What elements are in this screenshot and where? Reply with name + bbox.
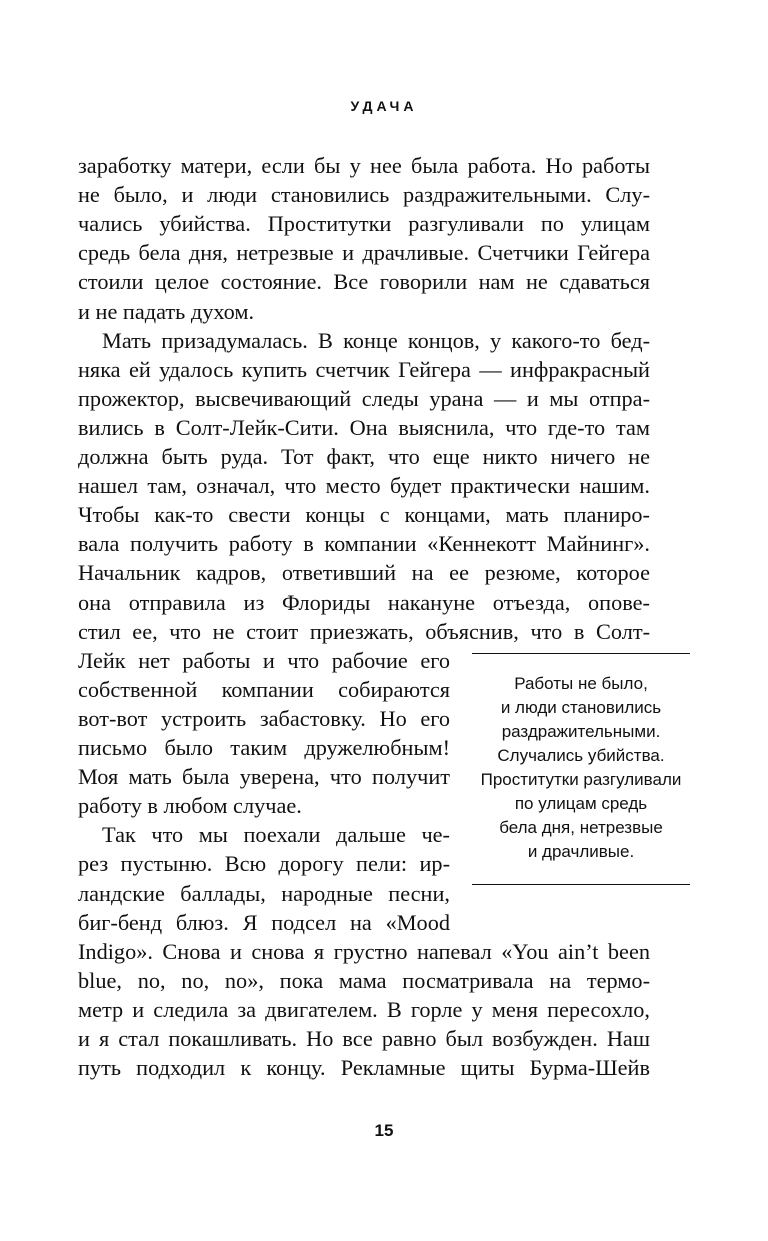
pull-quote-line: раздражительными. — [501, 722, 661, 741]
text-line: метр и следила за двигателем. В горле у меня пересохло, — [78, 997, 650, 1022]
text-line: стоили целое состояние. Все говорили нам не сдаваться — [78, 269, 650, 294]
text-line: Мать призадумалась. В конце концов, у какого-то бед- — [102, 328, 650, 353]
text-line: няка ей удалось купить счетчик Гейгера — инфракрасный — [78, 357, 650, 382]
text-line: вились в Солт-Лейк-Сити. Она выяснила, что где-то там — [78, 415, 650, 440]
text-line: должна быть руда. Тот факт, что еще никто ничего не — [78, 444, 650, 469]
text-line: Чтобы как-то свести концы с концами, мать планиро- — [78, 502, 650, 527]
text-line: чались убийства. Проститутки разгуливали по улицам — [78, 211, 650, 236]
text-line: стил ее, что не стоит приезжать, объяснив, что в Солт- — [78, 619, 650, 644]
text-line: Так что мы поехали дальше че- — [102, 822, 450, 847]
pull-quote — [472, 653, 690, 885]
text-line: Начальник кадров, ответивший на ее резюме, которое — [78, 560, 650, 585]
pull-quote-line: по улицам средь — [514, 794, 648, 813]
text-line: нашел там, означал, что место будет практически нашим. — [78, 473, 650, 498]
text-line: вот-вот устроить забастовку. Но его — [78, 706, 450, 731]
text-line: биг-бенд блюз. Я подсел на «Mood — [78, 910, 450, 935]
text-line: и не падать духом. — [78, 299, 255, 324]
text-line: Indigo». Снова и снова я грустно напевал «You ain’t been — [78, 939, 650, 964]
pull-quote-line: и драчливые. — [527, 842, 635, 861]
pull-quote-line: Работы не было, — [514, 674, 648, 693]
pull-quote-line: Проститутки разгуливали — [480, 770, 682, 789]
text-line: средь бела дня, нетрезвые и драчливые. Счетчики Гейгера — [78, 240, 650, 265]
text-line: Лейк нет работы и что рабочие его — [78, 648, 450, 673]
text-line: работу в любом случае. — [78, 793, 302, 818]
text-line: она отправила из Флориды накануне отъезда, опове- — [78, 590, 650, 615]
text-line: письмо было таким дружелюбным! — [78, 735, 450, 760]
text-line: вала получить работу в компании «Кеннекотт Майнинг». — [78, 531, 650, 556]
text-line: blue, no, no, no», пока мама посматривала на термо- — [78, 968, 650, 993]
text-line: ландские баллады, народные песни, — [78, 881, 450, 906]
running-head: УДАЧА — [350, 98, 418, 114]
text-line: рез пустыню. Всю дорогу пели: ир- — [78, 851, 450, 876]
page-number: 15 — [374, 1121, 394, 1140]
pull-quote-line: и люди становились — [500, 698, 662, 717]
text-line: и я стал покашливать. Но все равно был возбужден. Наш — [78, 1026, 650, 1051]
pull-quote-line: Случались убийства. — [497, 746, 665, 765]
text-line: не было, и люди становились раздражительными. Слу- — [78, 182, 650, 207]
text-line: путь подходил к концу. Рекламные щиты Бурма-Шейв — [78, 1055, 650, 1080]
pull-quote-line: бела дня, нетрезвые — [499, 818, 663, 837]
text-line: прожектор, высвечивающий следы урана — и мы отпра- — [78, 386, 650, 411]
text-line: заработку матери, если бы у нее была работа. Но работы — [78, 153, 650, 178]
text-line: собственной компании собираются — [78, 677, 450, 702]
text-line: Моя мать была уверена, что получит — [78, 764, 450, 789]
